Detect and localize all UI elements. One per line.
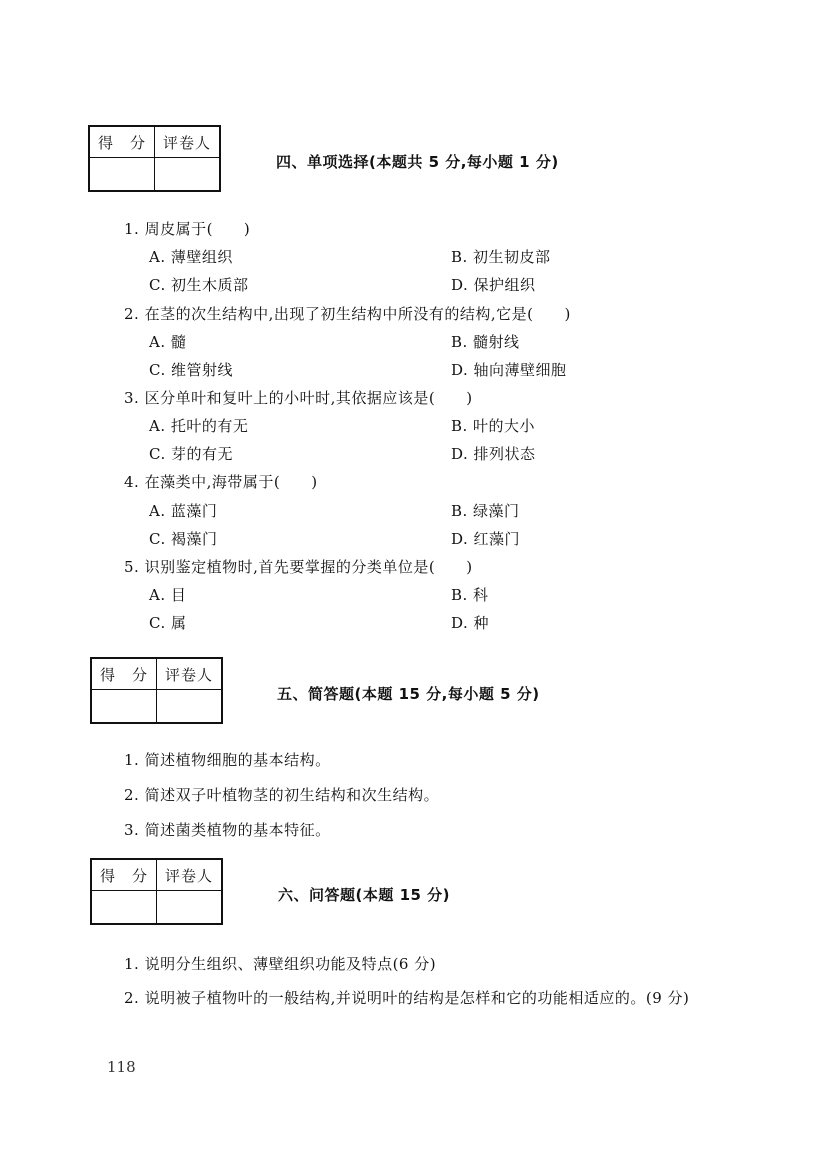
option-c: C. 属	[149, 614, 187, 632]
question-stem: 4. 在藻类中,海带属于( )	[124, 473, 318, 491]
score-box-section5	[90, 657, 223, 724]
question-item: 2. 简述双子叶植物茎的初生结构和次生结构。	[124, 786, 440, 804]
grader-label: 评卷人	[157, 658, 223, 690]
grader-cell[interactable]	[157, 690, 223, 724]
grader-label: 评卷人	[157, 859, 223, 891]
score-label: 得 分	[89, 126, 155, 158]
option-b: B. 初生韧皮部	[451, 248, 551, 266]
option-d: D. 红藻门	[451, 530, 521, 548]
grader-label: 评卷人	[155, 126, 221, 158]
question-stem: 2. 在茎的次生结构中,出现了初生结构中所没有的结构,它是( )	[124, 305, 571, 323]
grader-cell[interactable]	[155, 158, 221, 192]
question-item: 1. 说明分生组织、薄壁组织功能及特点(6 分)	[124, 955, 437, 973]
option-d: D. 保护组织	[451, 276, 536, 294]
question-item: 1. 简述植物细胞的基本结构。	[124, 751, 331, 769]
option-c: C. 初生木质部	[149, 276, 249, 294]
option-a: A. 托叶的有无	[149, 417, 249, 435]
score-cell[interactable]	[91, 690, 157, 724]
question-item: 2. 说明被子植物叶的一般结构,并说明叶的结构是怎样和它的功能相适应的。(9 分)	[124, 989, 690, 1007]
section5-title: 五、简答题(本题 15 分,每小题 5 分)	[277, 685, 540, 703]
option-b: B. 科	[451, 586, 489, 604]
question-stem: 5. 识别鉴定植物时,首先要掌握的分类单位是( )	[124, 558, 473, 576]
option-d: D. 种	[451, 614, 490, 632]
option-b: B. 髓射线	[451, 333, 520, 351]
section4-title: 四、单项选择(本题共 5 分,每小题 1 分)	[276, 153, 559, 171]
score-cell[interactable]	[91, 891, 157, 925]
option-b: B. 绿藻门	[451, 502, 520, 520]
option-c: C. 褐藻门	[149, 530, 218, 548]
option-a: A. 薄壁组织	[149, 248, 233, 266]
question-item: 3. 简述菌类植物的基本特征。	[124, 821, 331, 839]
option-c: C. 维管射线	[149, 361, 233, 379]
score-box-section6	[90, 858, 223, 925]
option-b: B. 叶的大小	[451, 417, 536, 435]
option-c: C. 芽的有无	[149, 445, 233, 463]
score-label: 得 分	[91, 859, 157, 891]
option-a: A. 蓝藻门	[149, 502, 218, 520]
question-stem: 1. 周皮属于( )	[124, 220, 251, 238]
option-a: A. 目	[149, 586, 187, 604]
option-a: A. 髓	[149, 333, 187, 351]
page-number: 118	[107, 1058, 136, 1076]
option-d: D. 排列状态	[451, 445, 536, 463]
grader-cell[interactable]	[157, 891, 223, 925]
score-cell[interactable]	[89, 158, 155, 192]
score-label: 得 分	[91, 658, 157, 690]
option-d: D. 轴向薄壁细胞	[451, 361, 567, 379]
question-stem: 3. 区分单叶和复叶上的小叶时,其依据应该是( )	[124, 389, 473, 407]
score-box-section4	[88, 125, 221, 192]
section6-title: 六、问答题(本题 15 分)	[278, 886, 451, 904]
